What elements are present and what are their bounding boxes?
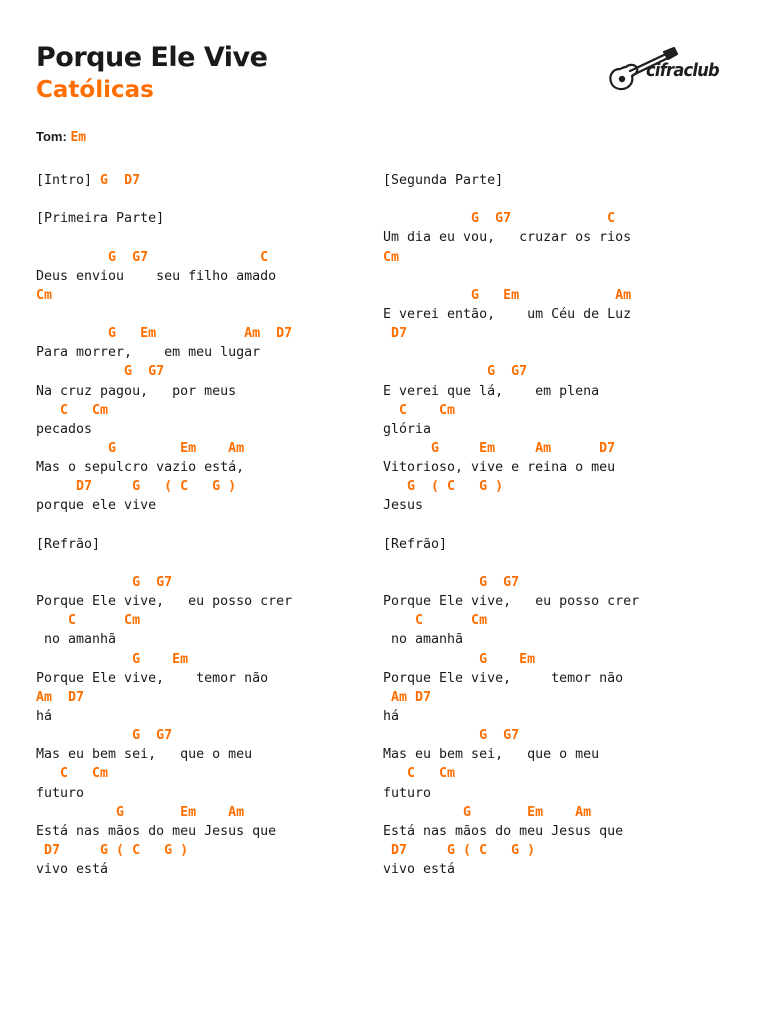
- lyric-line: vivo está: [36, 862, 109, 878]
- chord-line[interactable]: C Cm: [383, 613, 488, 629]
- lyric-line: [Refrão]: [383, 536, 448, 552]
- left-column: [36, 171, 366, 879]
- right-column: [383, 171, 753, 879]
- chord-line[interactable]: C Cm: [383, 766, 456, 782]
- chord-line[interactable]: G G7: [383, 574, 520, 590]
- chord-line[interactable]: G ( C G ): [383, 479, 504, 495]
- lyric-line: Porque Ele vive, temor não: [383, 670, 624, 686]
- blank-line: [383, 516, 753, 535]
- lyric-line: Vitorioso, vive e reina o meu: [383, 460, 616, 476]
- lyric-line: [Refrão]: [36, 536, 101, 552]
- logo-wordmark: cifraclub: [646, 60, 719, 81]
- lyric-line: futuro: [383, 785, 432, 801]
- lyric-line: E verei que lá, em plena: [383, 383, 600, 399]
- lyric-line: Mas o sepulcro vazio está,: [36, 460, 245, 476]
- lyric-line: Um dia eu vou, cruzar os rios: [383, 230, 632, 246]
- lyric-line: porque ele vive: [36, 498, 157, 514]
- lyric-line: [Segunda Parte]: [383, 173, 504, 188]
- lyric-line: Na cruz pagou, por meus: [36, 383, 237, 399]
- chord-line[interactable]: Cm: [383, 249, 400, 265]
- chord-line[interactable]: D7: [383, 326, 408, 342]
- chord-line[interactable]: Cm: [36, 287, 53, 303]
- chord-line[interactable]: G Em Am: [383, 804, 592, 820]
- lyric-line: vivo está: [383, 862, 456, 878]
- chord-line[interactable]: G Em Am: [36, 804, 245, 820]
- chord-line[interactable]: D7 G ( C G ): [36, 479, 237, 495]
- artist-name[interactable]: Católicas: [36, 77, 154, 103]
- lyric-line: há: [383, 708, 400, 724]
- lyric-line: há: [36, 708, 53, 724]
- chord-line[interactable]: G G7 C: [36, 249, 269, 265]
- lyric-line: Mas eu bem sei, que o meu: [36, 747, 253, 763]
- chord-line[interactable]: C Cm: [36, 402, 109, 418]
- lyric-line: Está nas mãos do meu Jesus que: [36, 823, 277, 839]
- chord-line[interactable]: C Cm: [383, 402, 456, 418]
- chord-line[interactable]: G Em Am: [36, 440, 245, 456]
- lyric-line: Deus enviou seu filho amado: [36, 268, 277, 284]
- key-label: Tom:: [36, 129, 67, 144]
- chord-line[interactable]: G Em: [36, 651, 189, 667]
- blank-line: [36, 516, 366, 535]
- chord-line[interactable]: G G7 C: [383, 211, 616, 227]
- chord-line[interactable]: D7 G ( C G ): [36, 842, 189, 858]
- blank-line: [36, 305, 366, 324]
- blank-line: [383, 343, 753, 362]
- blank-line: [36, 228, 366, 247]
- chord-line[interactable]: G Em Am: [383, 287, 632, 303]
- chord-line[interactable]: G G7: [36, 574, 173, 590]
- key-chord[interactable]: Em: [70, 130, 87, 145]
- chord-line[interactable]: G G7: [383, 364, 528, 380]
- lyric-line: Mas eu bem sei, que o meu: [383, 747, 600, 763]
- blank-line: [383, 267, 753, 286]
- lyric-line: [Primeira Parte]: [36, 211, 165, 227]
- chord-line[interactable]: G G7: [36, 728, 173, 744]
- lyric-line: no amanhã: [383, 632, 464, 648]
- blank-line: [36, 554, 366, 573]
- chord-line[interactable]: G G7: [36, 364, 165, 380]
- cifraclub-logo[interactable]: [606, 45, 722, 95]
- lyric-line: E verei então, um Céu de Luz: [383, 306, 632, 322]
- chord-line[interactable]: D7 G ( C G ): [383, 842, 536, 858]
- chord-line[interactable]: G Em Am D7: [383, 440, 616, 456]
- chord-line[interactable]: G Em: [383, 651, 536, 667]
- lyric-line: Porque Ele vive, eu posso crer: [383, 594, 640, 610]
- intro-chords[interactable]: G D7: [100, 173, 141, 188]
- chord-line[interactable]: C Cm: [36, 613, 141, 629]
- chord-line[interactable]: Am D7: [36, 689, 85, 705]
- chord-line[interactable]: G G7: [383, 728, 520, 744]
- chord-line[interactable]: C Cm: [36, 766, 109, 782]
- song-title: Porque Ele Vive: [36, 42, 268, 73]
- lyric-line: Porque Ele vive, temor não: [36, 670, 269, 686]
- blank-line: [383, 554, 753, 573]
- lyric-line: glória: [383, 421, 432, 437]
- blank-line: [383, 190, 753, 209]
- chord-line[interactable]: G Em Am D7: [36, 326, 293, 342]
- lyric-line: no amanhã: [36, 632, 117, 648]
- lyric-line: Está nas mãos do meu Jesus que: [383, 823, 624, 839]
- blank-line: [36, 190, 366, 209]
- song-key: [36, 129, 86, 145]
- lyric-line: Para morrer, em meu lugar: [36, 345, 261, 361]
- lyric-line: futuro: [36, 785, 85, 801]
- lyric-line: [Intro] G D7: [36, 173, 141, 188]
- lyric-line: Porque Ele vive, eu posso crer: [36, 594, 293, 610]
- chord-line[interactable]: Am D7: [383, 689, 432, 705]
- lyric-line: pecados: [36, 421, 93, 437]
- lyric-line: Jesus: [383, 498, 424, 514]
